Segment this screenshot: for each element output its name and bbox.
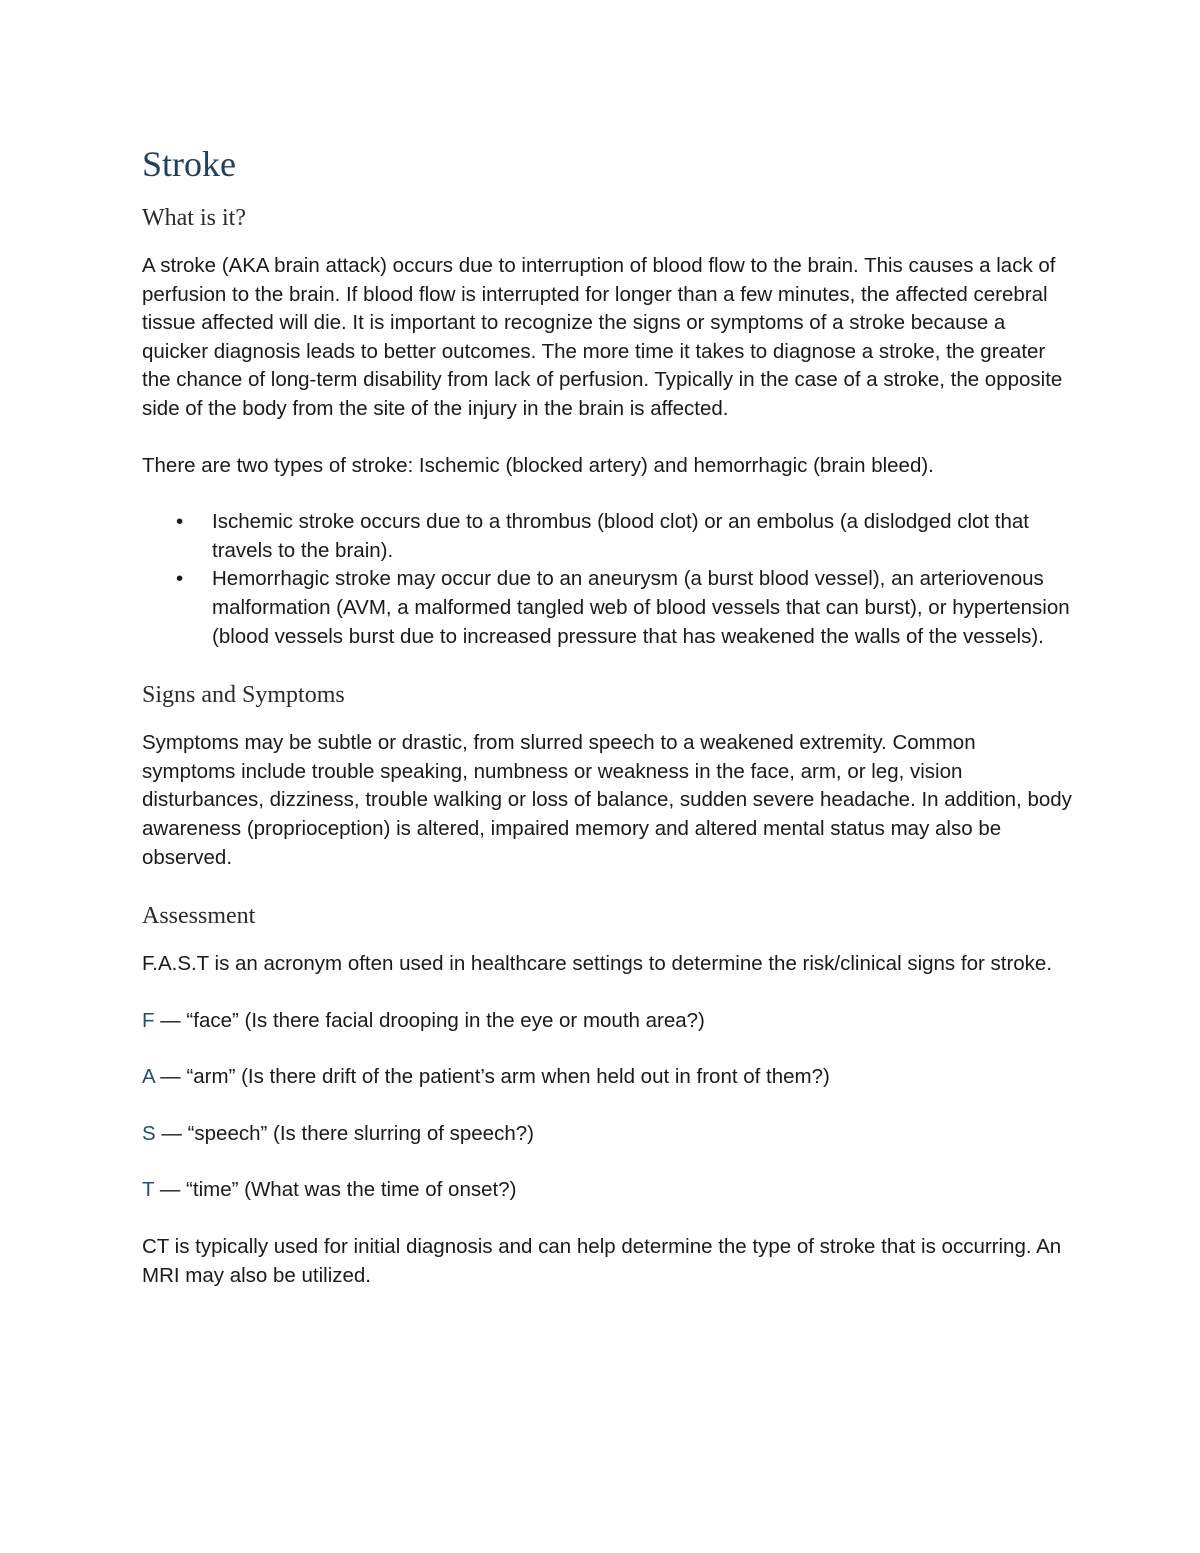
fast-item-arm: [142, 1063, 1072, 1092]
heading-assessment: Assessment: [142, 903, 256, 930]
list-item-hemorrhagic: [142, 565, 1072, 651]
list-item-ischemic: [142, 508, 1072, 565]
fast-letter: S: [142, 1121, 156, 1145]
bullet-icon: •: [176, 510, 184, 534]
fast-item-face: [142, 1007, 1072, 1036]
paragraph-imaging: CT is typically used for initial diagnosis and can help determine the type of stroke that is occurring. An MRI may also be utilized.: [142, 1235, 1062, 1287]
fast-letter: A: [142, 1065, 155, 1089]
bullet-icon: •: [176, 567, 184, 591]
list-item-text: Ischemic stroke occurs due to a thrombus (blood clot) or an embolus (a dislodged clot that travels to the brain).: [212, 510, 1029, 562]
paragraph-fast-intro: F.A.S.T is an acronym often used in healthcare settings to determine the risk/clinical signs for stroke.: [142, 952, 1053, 976]
fast-description: — “time” (What was the time of onset?): [154, 1178, 517, 1202]
paragraph-symptoms: Symptoms may be subtle or drastic, from slurred speech to a weakened extremity. Common symptoms include trouble speaking, numbness or weakness in the face, arm, or leg, vision disturbances, dizziness, trouble walking or loss of balance, sudden severe headache. In addition, body awareness (proprioception) is altered, impaired memory and altered mental status may also be observed.: [142, 731, 1072, 869]
fast-item-time: [142, 1176, 1072, 1205]
fast-description: — “speech” (Is there slurring of speech?): [155, 1121, 534, 1145]
fast-letter: T: [142, 1178, 155, 1202]
fast-letter: F: [142, 1008, 155, 1032]
heading-what-is-it: What is it?: [142, 205, 246, 231]
fast-item-speech: [142, 1120, 1072, 1149]
document-title: Stroke: [142, 144, 236, 184]
stroke-types-list: [142, 508, 1072, 651]
heading-signs-symptoms: Signs and Symptoms: [142, 682, 345, 709]
paragraph-definition: A stroke (AKA brain attack) occurs due to interruption of blood flow to the brain. This causes a lack of perfusion to the brain. If blood flow is interrupted for longer than a few minutes, the affected cerebral tissue affected will die. It is important to recognize the signs or symptoms of a stroke because a quicker diagnosis leads to better outcomes. The more time it takes to diagnose a stroke, the greater the chance of long-term disability from lack of perfusion. Typically in the case of a stroke, the opposite side of the body from the site of the injury in the brain is affected.: [142, 254, 1063, 420]
document-page: [142, 140, 1072, 1318]
fast-description: — “face” (Is there facial drooping in the eye or mouth area?): [154, 1008, 705, 1032]
paragraph-types: There are two types of stroke: Ischemic (blocked artery) and hemorrhagic (brain bleed).: [142, 453, 934, 477]
fast-description: — “arm” (Is there drift of the patient’s arm when held out in front of them?): [154, 1065, 830, 1089]
list-item-text: Hemorrhagic stroke may occur due to an aneurysm (a burst blood vessel), an arteriovenous malformation (AVM, a malformed tangled web of blood vessels that can burst), or hypertension (blood vessels burst due to increased pressure that has weakened the walls of the vessels).: [212, 567, 1070, 648]
